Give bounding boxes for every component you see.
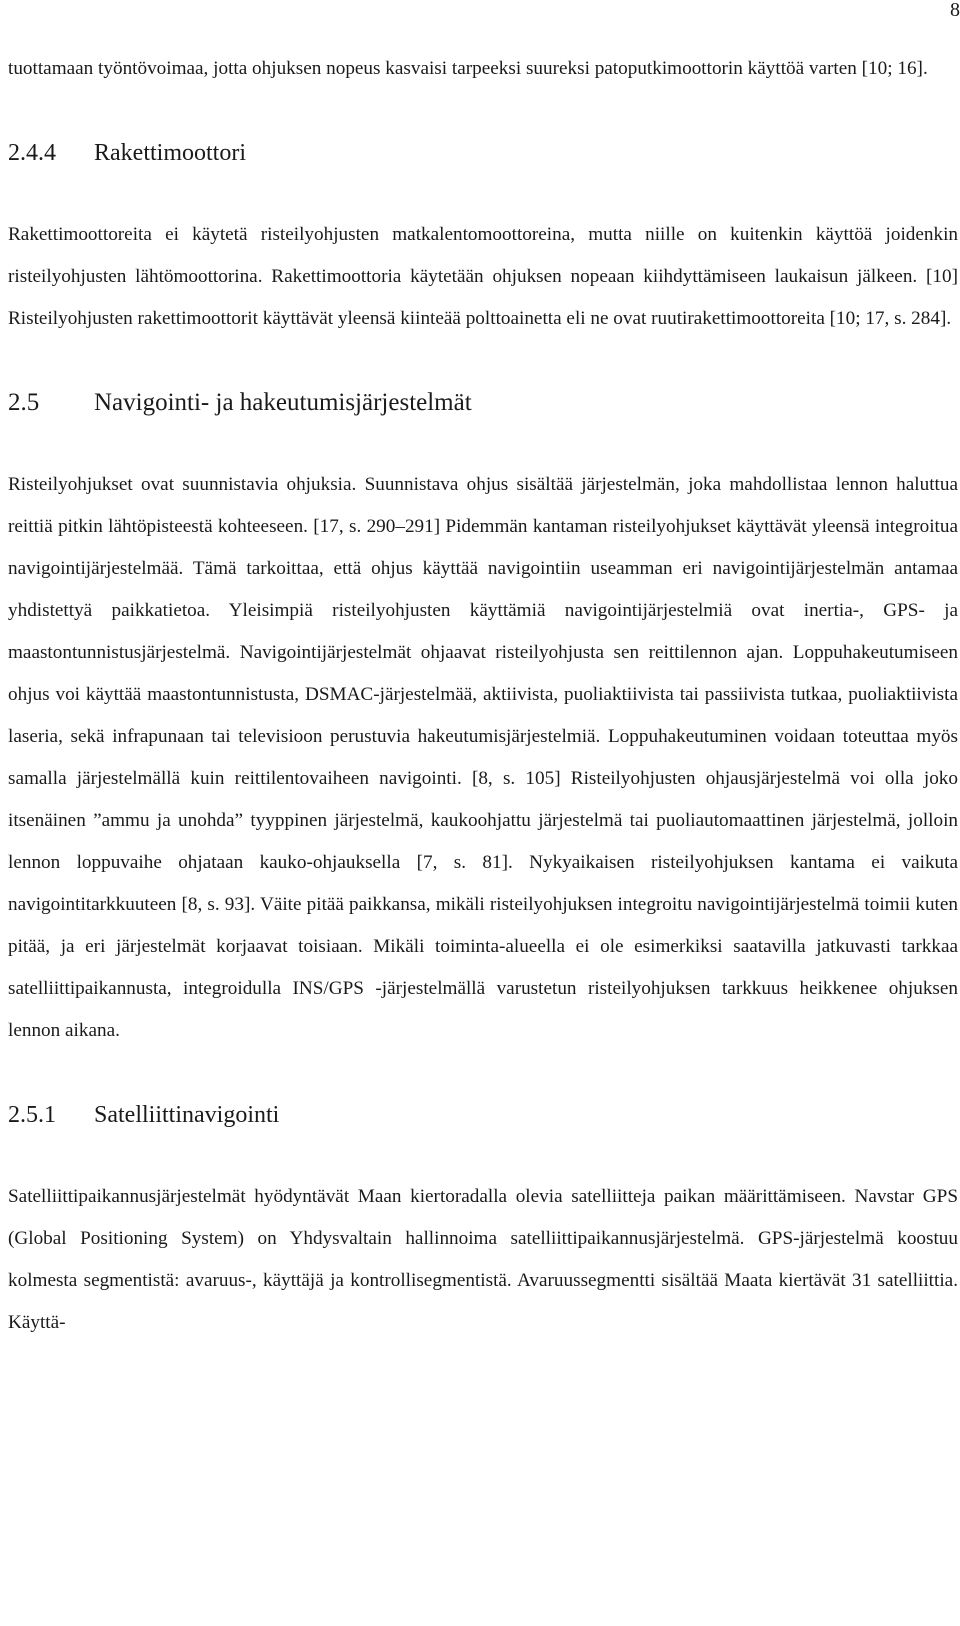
section-heading-rakettimoottori [8, 132, 958, 174]
section-title: Rakettimoottori [94, 140, 246, 166]
document-body [8, 48, 958, 1344]
section-number: 2.5.1 [8, 1102, 56, 1128]
section-number: 2.4.4 [8, 140, 56, 166]
section-heading-navigointi [8, 382, 958, 424]
section-heading-satelliittinavigointi [8, 1094, 958, 1136]
paragraph-satelliittinavigointi: Satelliittipaikannusjärjestelmät hyödyntävät Maan kiertoradalla olevia satelliitteja paikan määrittämiseen. Navstar GPS (Global Positioning System) on Yhdysvaltain hallinnoima satelliittipaikannusjärjestelmä. GPS-järjestelmä koostuu kolmesta segmentistä: avaruus-, käyttäjä ja kontrollisegmentistä. Avaruussegmentti sisältää Maata kiertävät 31 satelliittia. Käyttä- [8, 1186, 958, 1333]
paragraph-rakettimoottori: Rakettimoottoreita ei käytetä risteilyohjusten matkalentomoottoreina, mutta niille on kuitenkin käyttöä joidenkin risteilyohjusten lähtömoottorina. Rakettimoottoria käytetään ohjuksen nopeaan kiihdyttämiseen laukaisun jälkeen. [10] Risteilyohjusten rakettimoottorit käyttävät yleensä kiinteää polttoainetta eli ne ovat ruutirakettimoottoreita [10; 17, s. 284]. [8, 224, 958, 329]
section-title: Satelliittinavigointi [94, 1102, 280, 1128]
paragraph-intro: tuottamaan työntövoimaa, jotta ohjuksen nopeus kasvaisi tarpeeksi suureksi patoputkimoottorin käyttöä varten [10; 16]. [8, 58, 928, 79]
section-number: 2.5 [8, 389, 40, 416]
section-title: Navigointi- ja hakeutumisjärjestelmät [94, 389, 472, 416]
paragraph-navigointi: Risteilyohjukset ovat suunnistavia ohjuksia. Suunnistava ohjus sisältää järjestelmän, joka mahdollistaa lennon haluttua reittiä pitkin lähtöpisteestä kohteeseen. [17, s. 290–291] Pidemmän kantaman risteilyohjukset käyttävät yleensä integroitua navigointijärjestelmää. Tämä tarkoittaa, että ohjus käyttää navigointiin useamman eri navigointijärjestelmän antamaa yhdistettyä paikkatietoa. Yleisimpiä risteilyohjusten käyttämiä navigointijärjestelmiä ovat inertia-, GPS- ja maastontunnistusjärjestelmä. Navigointijärjestelmät ohjaavat risteilyohjusta sen reittilennon ajan. Loppuhakeutumiseen ohjus voi käyttää maastontunnistusta, DSMAC-järjestelmää, aktiivista, puoliaktiivista tai passiivista tutkaa, puoliaktiivista laseria, sekä infrapunaan tai televisioon perustuvia hakeutumisjärjestelmiä. Loppuhakeutuminen voidaan toteuttaa myös samalla järjestelmällä kuin reittilentovaiheen navigointi. [8, s. 105] Risteilyohjusten ohjausjärjestelmä voi olla joko itsenäinen ”ammu ja unohda” tyyppinen järjestelmä, kaukoohjattu järjestelmä tai puoliautomaattinen järjestelmä, jolloin lennon loppuvaihe ohjataan kauko-ohjauksella [7, s. 81]. Nykyaikaisen risteilyohjuksen kantama ei vaikuta navigointitarkkuuteen [8, s. 93]. Väite pitää paikkansa, mikäli risteilyohjuksen integroitu navigointijärjestelmä toimii kuten pitää, ja eri järjestelmät korjaavat toisiaan. Mikäli toiminta-alueella ei ole esimerkiksi saatavilla jatkuvasti tarkkaa satelliittipaikannusta, integroidulla INS/GPS -järjestelmällä varustetun risteilyohjuksen tarkkuus heikkenee ohjuksen lennon aikana. [8, 474, 958, 1041]
page-number: 8 [950, 0, 960, 21]
